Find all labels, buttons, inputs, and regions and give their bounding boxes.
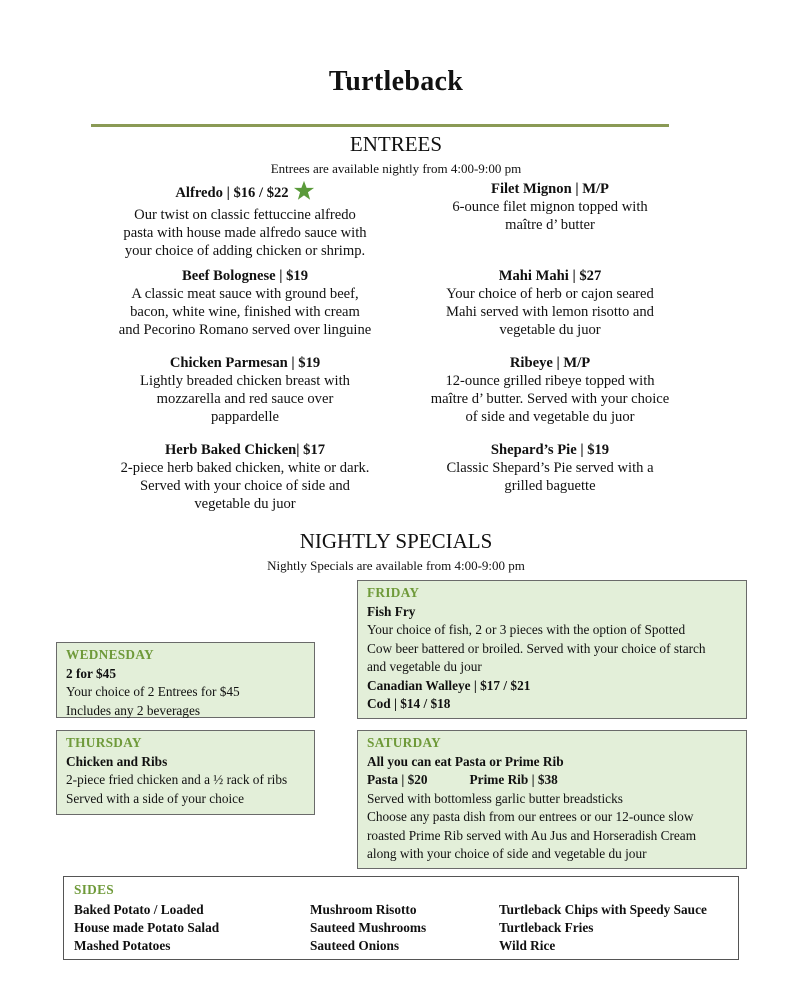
special-price-row bbox=[367, 771, 738, 790]
special-title: Fish Fry bbox=[367, 603, 416, 619]
entree-beef-bolognese bbox=[90, 267, 400, 339]
special-day: SATURDAY bbox=[367, 735, 442, 750]
entree-desc-line: mozzarella and red sauce over bbox=[156, 391, 334, 407]
special-price: Prime Rib | $38 bbox=[469, 772, 558, 787]
entree-desc-line: bacon, white wine, finished with cream bbox=[130, 304, 360, 320]
entree-desc-line: pappardelle bbox=[210, 409, 280, 425]
side-item: Mashed Potatoes bbox=[74, 938, 171, 953]
entree-name: Ribeye | M/P bbox=[509, 355, 591, 371]
star-icon bbox=[293, 180, 315, 206]
special-line: 2-piece fried chicken and a ½ rack of ribs bbox=[66, 772, 288, 787]
entree-shepards-pie bbox=[400, 441, 700, 495]
special-price: Cod | $14 / $18 bbox=[367, 696, 451, 711]
entree-alfredo bbox=[90, 180, 400, 260]
side-item: Mushroom Risotto bbox=[310, 902, 417, 917]
side-item: Sauteed Mushrooms bbox=[310, 920, 427, 935]
entree-desc-line: 2-piece herb baked chicken, white or dark. bbox=[120, 460, 370, 476]
special-day: WEDNESDAY bbox=[66, 647, 154, 662]
special-day: FRIDAY bbox=[367, 585, 420, 600]
special-line: Choose any pasta dish from our entrees or our 12-ounce slow bbox=[367, 809, 694, 824]
entree-desc-line: grilled baguette bbox=[504, 478, 596, 494]
entree-desc-line: your choice of adding chicken or shrimp. bbox=[124, 243, 366, 259]
special-line: Cow beer battered or broiled. Served with your choice of starch bbox=[367, 640, 706, 656]
side-item: House made Potato Salad bbox=[74, 920, 220, 935]
entree-name: Herb Baked Chicken| $17 bbox=[164, 442, 326, 458]
special-title: All you can eat Pasta or Prime Rib bbox=[367, 753, 564, 769]
specials-availability-note: Nightly Specials are available from 4:00-9:00 pm bbox=[267, 558, 525, 573]
side-item: Wild Rice bbox=[499, 938, 556, 953]
side-item: Turtleback Fries bbox=[499, 920, 594, 935]
sides-column-2 bbox=[310, 901, 426, 955]
special-line: and vegetable du jour bbox=[367, 659, 482, 674]
special-wednesday bbox=[56, 642, 315, 718]
special-line: Includes any 2 beverages bbox=[66, 702, 201, 718]
entree-desc-line: Mahi served with lemon risotto and bbox=[446, 304, 654, 320]
side-item: Turtleback Chips with Speedy Sauce bbox=[499, 902, 707, 917]
entree-name: Beef Bolognese | $19 bbox=[181, 268, 309, 284]
entree-desc-line: vegetable du juor bbox=[194, 496, 296, 512]
special-day: THURSDAY bbox=[66, 735, 142, 750]
special-line: along with your choice of side and vegetable du jour bbox=[367, 846, 647, 861]
entrees-heading: ENTREES bbox=[349, 132, 443, 156]
entrees-availability-note: Entrees are available nightly from 4:00-9:00 pm bbox=[270, 161, 522, 176]
special-line: roasted Prime Rib served with Au Jus and Horseradish Cream bbox=[367, 827, 697, 843]
entree-desc-line: A classic meat sauce with ground beef, bbox=[131, 286, 359, 302]
entree-desc-line: Served with your choice of side and bbox=[140, 478, 350, 494]
entree-desc-line: and Pecorino Romano served over linguine bbox=[118, 322, 372, 338]
restaurant-title: Turtleback bbox=[328, 66, 464, 97]
entree-name: Chicken Parmesan | $19 bbox=[169, 355, 321, 371]
special-friday bbox=[357, 580, 747, 719]
sides-heading: SIDES bbox=[74, 882, 114, 897]
special-price: Pasta | $20 bbox=[367, 772, 428, 787]
entree-desc-line: Lightly breaded chicken breast with bbox=[140, 373, 350, 389]
entree-name: Shepard’s Pie | $19 bbox=[490, 442, 610, 458]
entree-desc-line: pasta with house made alfredo sauce with bbox=[123, 225, 367, 241]
special-line: Your choice of 2 Entrees for $45 bbox=[66, 684, 240, 699]
side-item: Baked Potato / Loaded bbox=[74, 902, 204, 917]
sides-column-1 bbox=[74, 901, 219, 955]
entree-name: Alfredo | $16 / $22 bbox=[175, 185, 289, 201]
entree-desc-line: maître d’ butter bbox=[505, 217, 595, 233]
special-price: Canadian Walleye | $17 / $21 bbox=[367, 677, 531, 693]
entree-desc-line: maître d’ butter. Served with your choice bbox=[430, 391, 670, 407]
entree-desc-line: 6-ounce filet mignon topped with bbox=[452, 199, 648, 215]
entree-mahi-mahi bbox=[400, 267, 700, 339]
entree-filet-mignon bbox=[400, 180, 700, 234]
special-title: 2 for $45 bbox=[66, 665, 116, 681]
special-saturday bbox=[357, 730, 747, 869]
special-title: Chicken and Ribs bbox=[66, 753, 168, 769]
entree-desc-line: Our twist on classic fettuccine alfredo bbox=[134, 207, 356, 223]
entree-desc-line: Classic Shepard’s Pie served with a bbox=[446, 460, 654, 476]
entree-chicken-parmesan bbox=[90, 354, 400, 426]
side-item: Sauteed Onions bbox=[310, 938, 400, 953]
special-line: Served with a side of your choice bbox=[66, 790, 244, 806]
special-line: Served with bottomless garlic butter breadsticks bbox=[367, 790, 623, 806]
entree-ribeye bbox=[400, 354, 700, 426]
entree-desc-line: 12-ounce grilled ribeye topped with bbox=[445, 373, 655, 389]
sides-column-3 bbox=[499, 901, 707, 955]
entree-herb-baked-chicken bbox=[90, 441, 400, 513]
entree-desc-line: vegetable du juor bbox=[499, 322, 601, 338]
specials-heading: NIGHTLY SPECIALS bbox=[299, 529, 493, 553]
entree-name: Mahi Mahi | $27 bbox=[498, 268, 602, 284]
title-divider bbox=[91, 124, 669, 127]
entree-desc-line: of side and vegetable du juor bbox=[465, 409, 635, 425]
entree-desc-line: Your choice of herb or cajon seared bbox=[446, 286, 654, 302]
special-thursday bbox=[56, 730, 315, 815]
sides-box bbox=[63, 876, 739, 960]
entree-name: Filet Mignon | M/P bbox=[491, 181, 609, 197]
special-line: Your choice of fish, 2 or 3 pieces with the option of Spotted bbox=[367, 622, 686, 637]
